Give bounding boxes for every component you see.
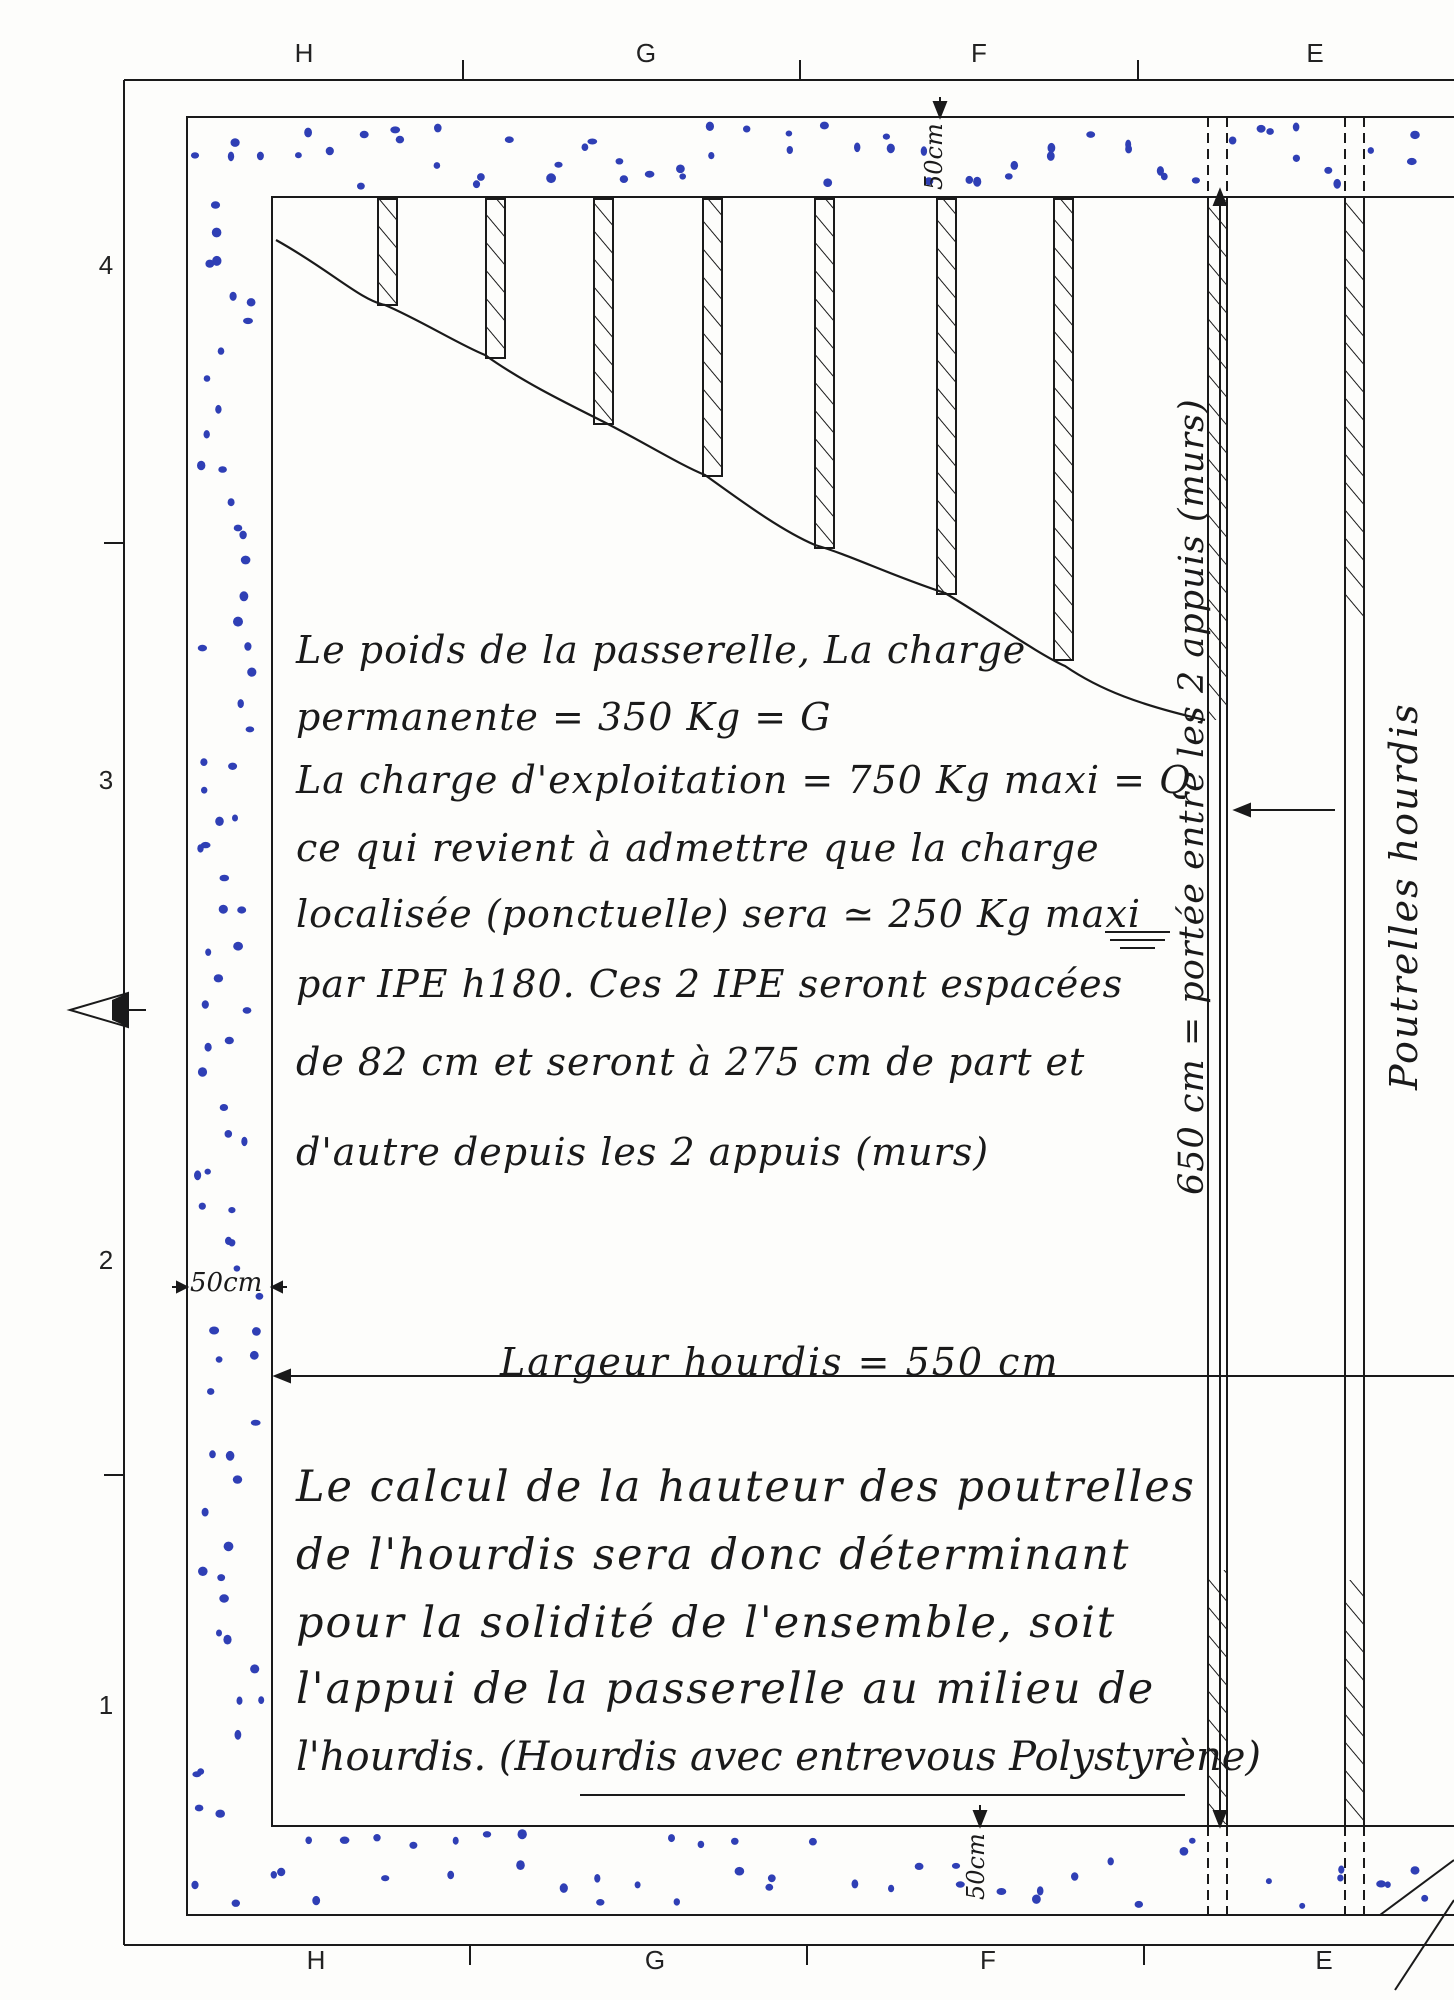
wall-dot — [409, 1842, 417, 1849]
wall-dot — [219, 905, 228, 914]
wall-dot — [228, 498, 235, 506]
wall-dot — [447, 1871, 454, 1879]
joists-label: Poutrelles hourdis — [1382, 702, 1426, 1090]
wall-dot — [209, 1327, 219, 1335]
wall-dot — [1411, 1866, 1420, 1874]
wall-dot — [381, 1875, 389, 1881]
wall-dot — [197, 461, 205, 470]
wall-dot — [787, 146, 793, 154]
wall-dot — [241, 1137, 247, 1146]
wall-dot — [668, 1834, 675, 1842]
wall-dot — [1324, 167, 1332, 174]
wall-dot — [915, 1863, 924, 1870]
wall-dot — [205, 949, 211, 956]
wall-dot — [635, 1881, 641, 1888]
wall-dot — [546, 173, 556, 183]
wall-dot — [679, 173, 686, 179]
left-margin-label: 50cm — [190, 1268, 263, 1298]
ipe-beam — [815, 199, 834, 548]
wall-dot — [1071, 1872, 1078, 1881]
wall-dot — [1337, 1875, 1343, 1882]
wall-dot — [233, 942, 243, 951]
wall-dot — [195, 1805, 204, 1812]
wall-dot — [202, 1508, 209, 1517]
note-2-line: de l'hourdis sera donc déterminant — [296, 1530, 1131, 1580]
wall-dot — [1257, 125, 1266, 133]
wall-dot — [232, 815, 238, 822]
grid-col-bottom-f: F — [980, 1945, 996, 1975]
wall-dot — [234, 525, 243, 532]
wall-dot — [258, 1696, 264, 1704]
wall-dot — [1229, 137, 1237, 145]
wall-dot — [209, 1450, 216, 1458]
wall-dot — [820, 122, 829, 130]
wall-dot — [312, 1896, 320, 1905]
wall-dot — [243, 318, 253, 324]
note-2-line: Le calcul de la hauteur des poutrelles — [296, 1462, 1196, 1512]
wall-dot — [201, 787, 207, 794]
wall-dot — [731, 1838, 739, 1845]
wall-dot — [211, 201, 220, 208]
wall-dot — [1333, 179, 1341, 189]
wall-dot — [1299, 1903, 1305, 1909]
wall-dot — [852, 1879, 859, 1888]
wall-dot — [250, 1664, 259, 1673]
wall-dot — [235, 1730, 242, 1740]
wall-dot — [202, 1000, 209, 1009]
wall-dot — [1266, 128, 1274, 135]
wall-dot — [1125, 145, 1132, 154]
wall-dot — [230, 292, 237, 301]
wall-dot — [1368, 147, 1374, 154]
wall-dot — [1161, 173, 1168, 180]
note-1-line: par IPE h180. Ces 2 IPE seront espacées — [296, 962, 1124, 1006]
grid-row-4: 4 — [98, 250, 114, 280]
wall-dot — [218, 347, 225, 354]
wall-dot — [198, 645, 207, 652]
wall-dot — [997, 1888, 1007, 1895]
wall-dot — [708, 152, 714, 159]
note-1-line: de 82 cm et seront à 275 cm de part et — [296, 1040, 1086, 1084]
wall-dot — [453, 1837, 459, 1845]
wall-dot — [505, 136, 514, 143]
wall-dot — [1421, 1895, 1428, 1902]
wall-dot — [233, 617, 243, 627]
wall-dot — [483, 1831, 491, 1837]
wall-dot — [239, 531, 246, 540]
note-2-line: l'hourdis. (Hourdis avec entrevous Polystyrène) — [296, 1734, 1261, 1780]
wall-dot — [228, 152, 234, 162]
wall-dot — [1011, 161, 1019, 170]
wall-dot — [1293, 123, 1300, 132]
ipe-beam — [594, 199, 613, 424]
wall-dot — [674, 1898, 680, 1905]
wall-dot — [1376, 1880, 1386, 1887]
ipe-beams — [378, 199, 1073, 660]
wall-dot — [220, 875, 230, 882]
wall-dot — [560, 1883, 568, 1893]
wall-dot — [973, 177, 981, 187]
ipe-beam — [378, 199, 397, 305]
wall-dot — [587, 139, 597, 145]
slab-edge-hatching — [1209, 200, 1363, 1824]
wall-dot — [244, 642, 251, 651]
grid-row-2: 2 — [98, 1245, 114, 1275]
wall-dot — [219, 1594, 229, 1602]
wall-dot — [768, 1874, 776, 1882]
wall-dot — [434, 162, 441, 169]
wall-dot — [257, 152, 264, 161]
grid-row-1: 1 — [98, 1690, 114, 1720]
wall-dot — [340, 1837, 350, 1844]
wall-dot — [238, 699, 244, 708]
wall-dot — [765, 1884, 773, 1891]
wall-dot — [204, 375, 211, 382]
wall-dot — [1385, 1881, 1391, 1888]
ipe-beam — [1054, 199, 1073, 660]
wall-dot — [231, 138, 240, 147]
wall-dot — [698, 1841, 705, 1848]
top-margin-label: 50cm — [920, 123, 948, 190]
wall-dot — [197, 844, 203, 852]
grid-col-top-h: H — [294, 38, 314, 68]
wall-dot — [204, 430, 210, 438]
wall-dot — [228, 763, 237, 770]
wall-dot — [226, 1451, 235, 1461]
wall-dot — [706, 122, 714, 131]
wall-dot — [216, 1356, 223, 1362]
wall-dot — [966, 176, 974, 184]
wall-dot — [247, 668, 256, 677]
wall-dot — [217, 1574, 225, 1581]
wall-dot — [232, 1900, 240, 1907]
wall-dot — [357, 183, 365, 190]
wall-dot — [390, 126, 400, 133]
wall-dot — [887, 144, 895, 154]
wall-dot — [295, 152, 302, 158]
wall-dot — [200, 758, 207, 766]
wall-dot — [220, 1104, 228, 1111]
wall-dot — [1407, 158, 1417, 165]
wall-dot — [216, 1630, 222, 1637]
wall-dot — [224, 1542, 234, 1552]
wall-dot — [596, 1899, 604, 1906]
wall-dot — [1135, 1901, 1143, 1908]
bottom-margin-label: 50cm — [962, 1833, 990, 1900]
wall-dot — [271, 1871, 277, 1879]
wall-dot — [215, 405, 221, 414]
wall-dot — [205, 1169, 211, 1175]
wall-dot — [594, 1874, 600, 1883]
note-1-line: permanente = 350 Kg = G — [296, 695, 832, 739]
wall-dot — [477, 173, 485, 181]
wall-dot — [250, 1351, 259, 1360]
wall-dot — [735, 1867, 745, 1876]
wall-dot — [823, 178, 832, 187]
wall-dot — [214, 974, 223, 982]
wall-dot — [743, 126, 750, 133]
wall-dot — [360, 131, 369, 138]
wall-dot — [228, 1207, 235, 1213]
wall-dot — [233, 1475, 242, 1483]
wall-dot — [616, 158, 624, 164]
grid-col-top-f: F — [971, 38, 987, 68]
wall-dot — [228, 1239, 235, 1246]
grid-row-3: 3 — [98, 765, 114, 795]
grid-col-top-e: E — [1306, 38, 1324, 68]
slab-width-label: Largeur hourdis = 550 cm — [500, 1340, 1060, 1384]
span-label: 650 cm = portée entre les 2 appuis (murs) — [1172, 398, 1212, 1195]
note-1-line: La charge d'exploitation = 750 Kg maxi = Q — [296, 758, 1192, 802]
wall-dot — [326, 147, 334, 156]
wall-dot — [251, 1420, 261, 1426]
wall-dot — [246, 726, 255, 732]
grid-col-bottom-e: E — [1315, 1945, 1333, 1975]
wall-dot — [518, 1829, 527, 1839]
wall-dot — [554, 162, 562, 168]
wall-dot — [1180, 1847, 1189, 1856]
wall-dot — [237, 906, 246, 913]
wall-dot — [218, 466, 227, 473]
wall-dot — [243, 1007, 252, 1014]
wall-dot — [883, 134, 890, 140]
wall-dot — [1189, 1838, 1196, 1844]
wall-dot — [225, 1130, 233, 1138]
grid-col-top-g: G — [635, 38, 657, 68]
wall-dot — [888, 1885, 894, 1893]
wall-dot — [198, 1567, 208, 1576]
wall-dot — [247, 298, 256, 306]
note-1-line: d'autre depuis les 2 appuis (murs) — [296, 1130, 990, 1174]
wall-dot — [241, 556, 251, 565]
wall-dot — [199, 1203, 206, 1210]
wall-dot — [473, 180, 480, 188]
wall-dot — [1192, 177, 1200, 183]
wall-dot — [205, 1043, 212, 1052]
wall-dot — [1108, 1857, 1114, 1865]
note-1-line: localisée (ponctuelle) sera ≃ 250 Kg maxi — [296, 892, 1142, 936]
wall-dot — [198, 1067, 207, 1077]
wall-dot — [645, 171, 655, 178]
wall-dot — [434, 124, 442, 133]
grid-col-bottom-h: H — [306, 1945, 326, 1975]
wall-dot — [212, 228, 222, 238]
wall-dot — [1037, 1886, 1044, 1895]
grid-col-bottom-g: G — [644, 1945, 666, 1975]
wall-dot — [676, 165, 685, 174]
wall-dot — [582, 143, 589, 151]
ipe-beam — [486, 199, 505, 358]
wall-dot — [1032, 1895, 1041, 1904]
wall-dot — [223, 1635, 231, 1645]
wall-dot — [373, 1834, 380, 1841]
wall-dot — [205, 260, 214, 268]
wall-dot — [809, 1838, 817, 1846]
ipe-beam — [703, 199, 722, 476]
wall-dot — [191, 1881, 198, 1889]
wall-dot — [305, 1837, 312, 1845]
wall-dot — [952, 1863, 960, 1869]
wall-dot — [215, 817, 224, 826]
wall-dot — [1086, 131, 1095, 138]
note-1-line: ce qui revient à admettre que la charge — [296, 826, 1100, 870]
wall-dot — [192, 1771, 201, 1777]
wall-dot — [620, 175, 628, 183]
wall-dot — [516, 1860, 525, 1870]
wall-dot — [191, 152, 199, 158]
wall-dot — [215, 1810, 225, 1818]
wall-dot — [237, 1697, 243, 1705]
wall-dot — [1005, 173, 1013, 179]
wall-dot — [240, 591, 249, 601]
wall-dot — [1338, 1866, 1344, 1874]
wall-dot — [1410, 131, 1420, 139]
wall-dot — [277, 1868, 285, 1876]
wall-dot — [207, 1388, 214, 1395]
wall-dot — [1048, 143, 1056, 153]
wall-dot — [304, 128, 312, 138]
wall-dot — [1266, 1878, 1272, 1884]
wall-dot — [194, 1170, 201, 1180]
wall-dot — [854, 143, 860, 153]
wall-dot — [252, 1327, 261, 1336]
note-2-line: l'appui de la passerelle au milieu de — [296, 1664, 1156, 1714]
wall-dot — [786, 131, 793, 137]
ipe-beam — [937, 199, 956, 594]
wall-dot — [1293, 155, 1300, 162]
wall-dot — [225, 1037, 234, 1045]
note-2-line: pour la solidité de l'ensemble, soit — [296, 1598, 1117, 1648]
centering-arrow — [70, 993, 146, 1027]
wall-dot — [396, 136, 404, 144]
note-1-line: Le poids de la passerelle, La charge — [296, 628, 1027, 672]
